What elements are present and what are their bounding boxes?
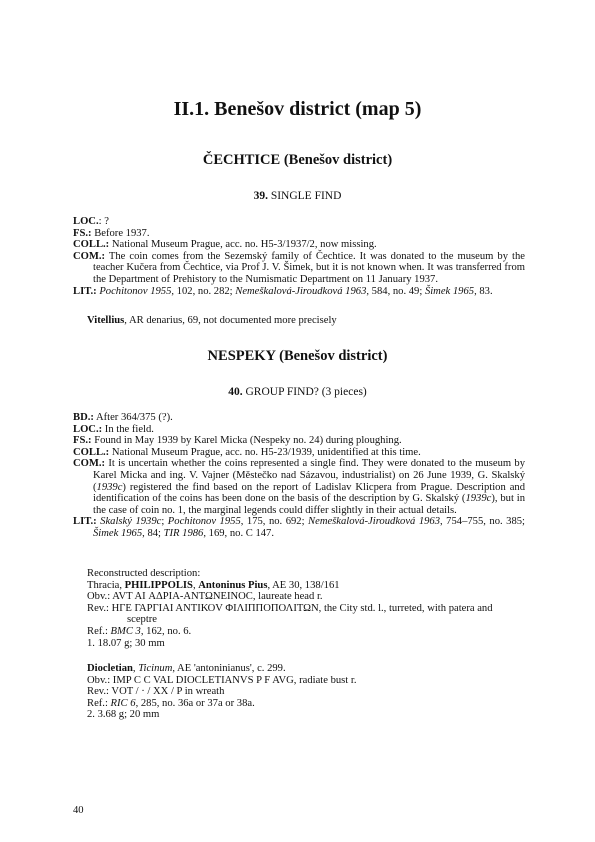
reconstructed-intro: Reconstructed description: xyxy=(87,568,201,579)
find-title: SINGLE FIND xyxy=(267,190,342,202)
find-39-entries xyxy=(73,216,525,297)
coin-line-vitellius: Vitellius, AR denarius, 69, not documented more precisely xyxy=(87,315,337,326)
entry-coll: COLL.: National Museum Prague, acc. no. H5-3/1937/2, now missing. xyxy=(73,239,377,251)
entry-lit: LIT.: Skalský 1939c; Pochitonov 1955, 175, no. 692; Nemeškalová-Jiroudková 1963, 754–755, no. 385; Šimek 1965, 84; TIR 1986, 169, no. C 147. xyxy=(73,516,525,539)
find-title: GROUP FIND? (3 pieces) xyxy=(242,386,367,398)
coin-reverse: Rev.: VOT / · / XX / P in wreath xyxy=(87,686,225,698)
coin-reference: Ref.: RIC 6, 285, no. 36a or 37a or 38a. xyxy=(87,697,255,709)
coin-description-2 xyxy=(87,663,527,721)
entry-coll: COLL.: National Museum Prague, acc. no. H5-23/1939, unidentified at this time. xyxy=(73,446,421,458)
coin-head: Diocletian, Ticinum, AE 'antoninianus', c. 299. xyxy=(87,663,286,674)
section-heading-cechtice: ČECHTICE (Benešov district) xyxy=(202,152,393,168)
entry-loc: LOC.: ? xyxy=(73,216,109,227)
coin-reverse: Rev.: ΗΓΕ ΓΑΡΓΙΑΙ ΑΝΤΙΚΟV ΦΙΛΙΠΠΟΠΟΛΙΤΩΝ, the City std. l., turreted, with patera and xyxy=(87,602,493,614)
entry-loc: LOC.: In the field. xyxy=(73,423,154,435)
entry-com: COM.: The coin comes from the Sezemský family of Čechtice. It was donated to the museum by the teacher Kučera from Čechtice, via Prof J. V. Šimek, but it is not known when. It was transferred from the Department of Prehistory to the Numismatic Department on 11 January 1937. xyxy=(73,250,525,285)
find-heading-39 xyxy=(0,190,595,202)
find-number: 40. xyxy=(228,386,243,398)
coin-head: Thracia, PHILIPPOLIS, Antoninus Pius, AE 30, 138/161 xyxy=(87,579,340,591)
page-number: 40 xyxy=(73,805,84,816)
entry-lit: LIT.: Pochitonov 1955, 102, no. 282; Nemeškalová-Jiroudková 1963, 584, no. 49; Šimek 1965, 83. xyxy=(73,285,493,297)
coin-weight: 1. 18.07 g; 30 mm xyxy=(87,637,165,649)
section-heading-nespeky: NESPEKY (Benešov district) xyxy=(207,348,388,364)
coin-reverse-cont: sceptre xyxy=(127,614,157,626)
coin-obverse: Obv.: IMP C C VAL DIOCLETIANVS P F AVG, radiate bust r. xyxy=(87,674,357,686)
entry-com: COM.: It is uncertain whether the coins represented a single find. They were donated to the museum by Karel Micka and ing. V. Vajner (Městečko nad Sázavou, industrialist) on 26 June 1939, G. Skalský (1939c) registered the find based on the report of Ladislav Klicpera from Prague. Description and identification of the coins has been done on the basis of the description by G. Skalský (1939c), but in the case of coin no. 1, the marginal legends could differ slightly in their actual details. xyxy=(73,458,525,516)
find-heading-40 xyxy=(0,386,595,398)
coin-description-1 xyxy=(87,568,527,649)
coin-obverse: Obv.: AVT AI ΑΔΡΙΑ-ΑΝΤΩΝΕΙΝΟC, laureate head r. xyxy=(87,591,323,603)
chapter-title: II.1. Benešov district (map 5) xyxy=(173,98,422,120)
find-number: 39. xyxy=(253,190,268,202)
coin-reference: Ref.: BMC 3, 162, no. 6. xyxy=(87,625,192,637)
find-40-entries xyxy=(73,412,525,540)
entry-bd: BD.: After 364/375 (?). xyxy=(73,412,173,423)
coin-weight: 2. 3.68 g; 20 mm xyxy=(87,709,160,721)
entry-fs: FS.: Found in May 1939 by Karel Micka (Nespeky no. 24) during ploughing. xyxy=(73,435,402,447)
entry-fs: FS.: Before 1937. xyxy=(73,227,150,239)
